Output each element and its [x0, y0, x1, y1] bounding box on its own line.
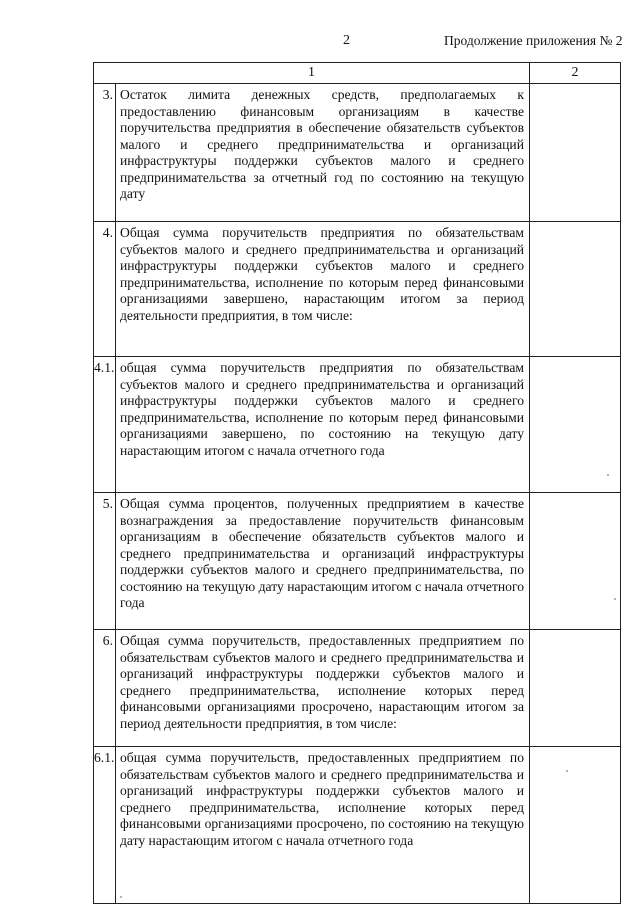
row-description: Остаток лимита денежных средств, предполагаемых к предоставлению финансовым организациям в качестве поручительства предприятия в обеспечение обязательств субъектов малого и среднего предпринимательства и организаций инфраструктуры поддержки субъектов малого и среднего предпринимательства за отчетный год по состоянию на текущую дату — [116, 84, 530, 222]
row-number: 4.1. — [94, 357, 116, 493]
scan-speck — [566, 770, 568, 772]
scan-speck — [614, 598, 616, 600]
row-value-cell — [530, 222, 621, 357]
scan-speck — [607, 474, 609, 476]
page-number: 2 — [343, 33, 350, 48]
table-row — [94, 747, 621, 904]
scan-speck — [120, 896, 122, 898]
table-row — [94, 84, 621, 222]
row-number: 6. — [94, 630, 116, 747]
row-description: Общая сумма процентов, полученных предприятием в качестве вознаграждения за предоставление поручительств финансовым организациям в обеспечение обязательств субъектов малого и среднего предпринимательства и организаций инфраструктуры поддержки субъектов малого и среднего предпринимательства, по состоянию на текущую дату нарастающим итогом с начала отчетного года — [116, 493, 530, 630]
column-header-1: 1 — [94, 63, 530, 84]
row-value-cell — [530, 630, 621, 747]
row-value-cell — [530, 357, 621, 493]
column-header-2: 2 — [530, 63, 621, 84]
row-number: 6.1. — [94, 747, 116, 904]
row-value-cell — [530, 747, 621, 904]
row-description: Общая сумма поручительств предприятия по обязательствам субъектов малого и среднего предпринимательства и организаций инфраструктуры поддержки субъектов малого и среднего предпринимательства, исполнение по которым перед финансовыми организациями завершено, нарастающим итогом за период деятельности предприятия, в том числе: — [116, 222, 530, 357]
table-row — [94, 630, 621, 747]
appendix-continuation-label: Продолжение приложения № 2 — [444, 33, 623, 48]
row-value-cell — [530, 84, 621, 222]
row-value-cell — [530, 493, 621, 630]
table-row — [94, 493, 621, 630]
report-table — [93, 62, 621, 904]
table-row — [94, 357, 621, 493]
table-header-row — [94, 63, 621, 84]
row-description: Общая сумма поручительств, предоставленных предприятием по обязательствам субъектов малого и среднего предпринимательства и организаций инфраструктуры поддержки субъектов малого и среднего предпринимательства, исполнение которых перед финансовыми организациями просрочено, нарастающим итогом за период деятельности предприятия, в том числе: — [116, 630, 530, 747]
row-number: 5. — [94, 493, 116, 630]
row-number: 4. — [94, 222, 116, 357]
table-row — [94, 222, 621, 357]
row-number: 3. — [94, 84, 116, 222]
row-description: общая сумма поручительств предприятия по обязательствам субъектов малого и среднего предпринимательства и организаций инфраструктуры поддержки субъектов малого и среднего предпринимательства, исполнение по которым перед финансовыми организациями завершено, по состоянию на текущую дату нарастающим итогом с начала отчетного года — [116, 357, 530, 493]
row-description: общая сумма поручительств, предоставленных предприятием по обязательствам субъектов малого и среднего предпринимательства и организаций инфраструктуры поддержки субъектов малого и среднего предпринимательства, исполнение которых перед финансовыми организациями просрочено, по состоянию на текущую дату нарастающим итогом с начала отчетного года — [116, 747, 530, 904]
